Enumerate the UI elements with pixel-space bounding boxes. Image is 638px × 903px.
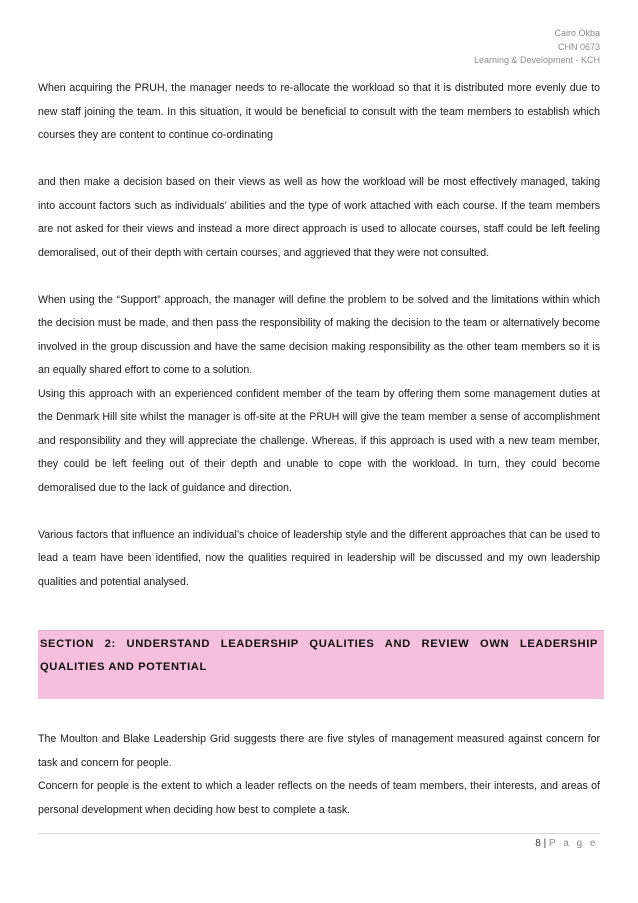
header-course-code: CHN 0673: [557, 41, 600, 52]
paragraph-pruh-workload: When acquiring the PRUH, the manager needs to re-allocate the workload so that it is distributed more evenly due to new staff joining the team. In this situation, it would be beneficial to consult with the team members to establish which courses they are content to continue co-ordinating: [38, 82, 600, 141]
page-footer: [535, 838, 598, 849]
header-module: Learning & Development - KCH: [473, 55, 600, 65]
paragraph-support-approach: When using the “Support” approach, the manager will define the problem to be solved and the limitations within which the decision must be made, and then pass the responsibility of making the decision to the team or alternatively become involved in the group discussion and have the same decision making responsibility as the other team members so it is an equally shared effort to come to a solution.: [38, 293, 600, 376]
paragraph-factors-summary: Various factors that influence an individual’s choice of leadership style and the different approaches that can be used to lead a team have been identified, now the qualities required in leadership will be discussed and my own leadership qualities and potential analysed.: [38, 528, 600, 588]
section-body: [38, 728, 600, 822]
page-header: [474, 27, 600, 68]
page-label: P a g e: [548, 838, 598, 849]
main-body: [38, 77, 600, 594]
footer-divider: [38, 833, 600, 834]
paragraph-decision-views: and then make a decision based on their views as well as how the workload will be most effectively managed, taking into account factors such as individuals’ abilities and the type of work attached with each course. If the team members are not asked for their views and instead a more direct approach is used to allocate courses, staff could be left feeling demoralised, out of their depth with certain courses, and aggrieved that they were not consulted.: [38, 176, 600, 259]
header-author: Cairo Okba: [554, 28, 600, 38]
paragraph-concern-for-people: Concern for people is the extent to which a leader reflects on the needs of team members, their interests, and areas of personal development when deciding how best to complete a task.: [38, 780, 600, 816]
paragraph-leadership-grid: The Moulton and Blake Leadership Grid suggests there are five styles of management measured against concern for task and concern for people.: [38, 733, 600, 769]
section-heading: SECTION 2: UNDERSTAND LEADERSHIP QUALITIES AND REVIEW OWN LEADERSHIP QUALITIES AND POTENTIAL: [40, 638, 598, 673]
footer-separator: |: [543, 838, 547, 849]
paragraph-experienced-member: Using this approach with an experienced confident member of the team by offering them some management duties at the Denmark Hill site whilst the manager is off-site at the PRUH will give the team member a sense of accomplishment and responsibility and they will appreciate the challenge. Whereas, if this approach is used with a new team member, they could be left feeling out of their depth and unable to cope with the workload. In turn, they could become demoralised due to the lack of guidance and direction.: [38, 387, 600, 494]
page-number: 8: [535, 838, 541, 849]
section-heading-box: [38, 630, 604, 699]
